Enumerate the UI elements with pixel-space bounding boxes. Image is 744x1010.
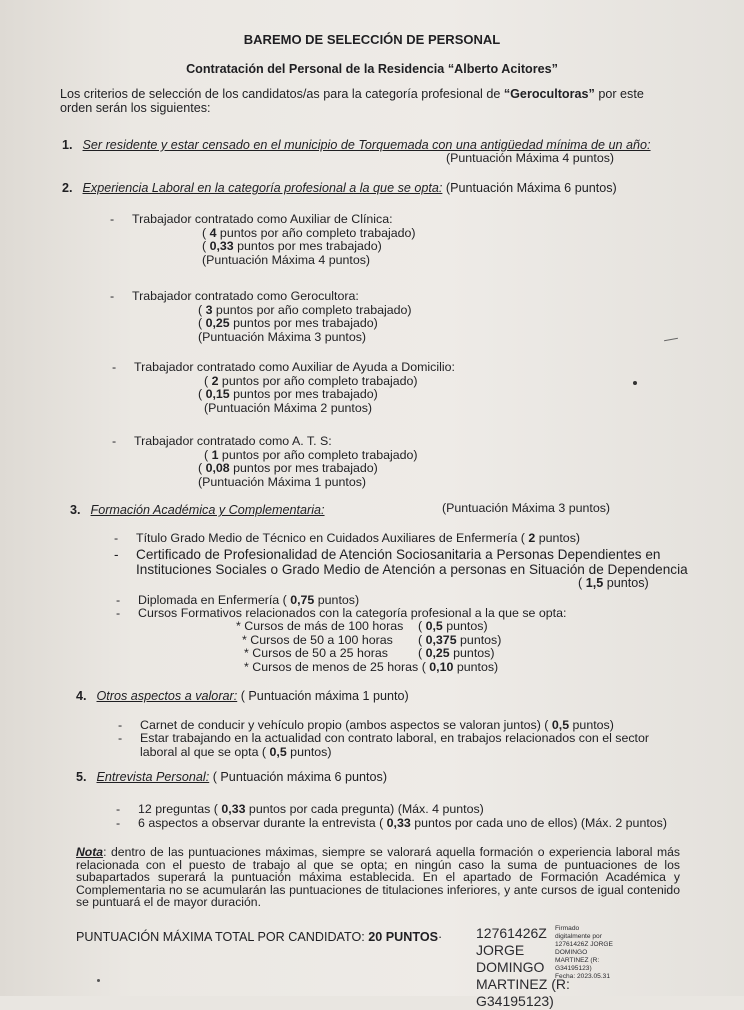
- experience-item: [112, 360, 455, 415]
- section-3-heading: [70, 504, 325, 518]
- experience-item: [110, 212, 416, 267]
- other-item-trabajo: - Estar trabajando en la actualidad con contrato laboral, en trabajos relacionados con el sector laboral al que se opta ( 0,5 puntos): [118, 731, 650, 759]
- section-title: Formación Académica y Complementaria:: [90, 503, 325, 517]
- digital-signature-name: 12761426Z JORGE DOMINGO MARTINEZ (R: G34195123): [476, 925, 570, 1009]
- bullet-dash: -: [110, 289, 115, 303]
- training-item-diploma: - Diplomada en Enfermería ( 0,75 puntos): [116, 593, 360, 607]
- nota-label: Nota: [76, 845, 104, 859]
- bullet-dash: -: [112, 434, 117, 448]
- bullet-dash: -: [110, 212, 115, 226]
- section-title: Ser residente y estar censado en el municipio de Torquemada con una antigüedad mínima de un año:: [82, 138, 651, 152]
- item-max: (Puntuación Máxima 2 puntos): [204, 400, 373, 415]
- section-1-points: (Puntuación Máxima 4 puntos): [446, 151, 615, 165]
- nota-paragraph: [76, 846, 680, 909]
- section-points: ( Puntuación máxima 1 punto): [237, 689, 409, 703]
- item-line: ( 3 puntos por año completo trabajado): [198, 302, 412, 317]
- paper-mark: [97, 979, 100, 982]
- section-title: Otros aspectos a valorar:: [96, 689, 238, 703]
- item-label: Trabajador contratado como A. T. S:: [134, 434, 332, 448]
- section-number: 2.: [62, 181, 73, 195]
- item-max: (Puntuación Máxima 3 puntos): [198, 329, 367, 344]
- training-item-titulo: - Título Grado Medio de Técnico en Cuidados Auxiliares de Enfermería ( 2 puntos): [114, 531, 581, 545]
- section-title: Experiencia Laboral en la categoría profesional a la que se opta:: [82, 181, 443, 195]
- training-item-cursos: - Cursos Formativos relacionados con la categoría profesional a la que se opta:: [116, 606, 567, 620]
- intro-paragraph: [60, 88, 660, 115]
- item-line: ( 0,33 puntos por mes trabajado): [202, 239, 382, 254]
- item-line: ( 0,25 puntos por mes trabajado): [198, 316, 378, 331]
- bullet-dash: -: [116, 802, 121, 816]
- bullet-dash: -: [114, 531, 119, 545]
- section-points: ( Puntuación máxima 6 puntos): [209, 770, 388, 784]
- bullet-dash: -: [114, 547, 119, 562]
- section-title: Entrevista Personal:: [96, 770, 210, 784]
- item-line: ( 4 puntos por año completo trabajado): [202, 225, 416, 240]
- bullet-dash: -: [116, 816, 121, 830]
- other-item-carnet: - Carnet de conducir y vehículo propio (ambos aspectos se valoran juntos) ( 0,5 puntos): [118, 718, 614, 732]
- bullet-dash: -: [118, 731, 123, 745]
- item-line: ( 0,08 puntos por mes trabajado): [198, 461, 378, 476]
- courses-list: [236, 620, 501, 674]
- section-number: 1.: [62, 138, 73, 152]
- interview-item-aspectos: - 6 aspectos a observar durante la entrevista ( 0,33 puntos por cada uno de ellos) (Máx. 2 puntos): [116, 816, 667, 830]
- intro-text-1: Los criterios de selección de los candidatos/as para la categoría profesional de: [60, 87, 504, 101]
- intro-text-2: por este orden serán los siguientes:: [60, 87, 644, 115]
- paper-mark: [664, 338, 678, 341]
- training-item-certificado: - Certificado de Profesionalidad de Atención Sociosanitaria a Personas Dependientes en Instituciones Sociales o Grado Medio de Atención a personas en Situación de Dependencia: [114, 547, 688, 577]
- nota-text: : dentro de las puntuaciones máximas, siempre se valorará aquella formación o experiencia laboral más relacionada con el puesto de trabajo al que se opta; en ningún caso la suma de puntuaciones de los subapartados superará la puntuación máxima establecida. En el apartado de Formación Académica y Complementaria no se acumularán las puntuaciones de titulaciones inferiores, y ante cursos de igual contenido se puntuará el de mayor duración.: [76, 845, 680, 910]
- item-label: Trabajador contratado como Auxiliar de Ayuda a Domicilio:: [134, 360, 455, 374]
- intro-category: “Gerocultoras”: [503, 87, 595, 101]
- item-max: (Puntuación Máxima 1 puntos): [198, 474, 367, 489]
- experience-item: [112, 434, 418, 489]
- section-number: 5.: [76, 770, 87, 784]
- item-label: Trabajador contratado como Gerocultora:: [132, 289, 359, 303]
- section-points: (Puntuación Máxima 6 puntos): [445, 181, 617, 195]
- course-row: * Cursos de más de 100 horas ( 0,5 puntos): [236, 619, 488, 633]
- interview-item-preguntas: - 12 preguntas ( 0,33 puntos por cada pregunta) (Máx. 4 puntos): [116, 802, 484, 816]
- course-row: * Cursos de 50 a 25 horas ( 0,25 puntos): [244, 646, 495, 661]
- section-number: 4.: [76, 689, 87, 703]
- item-label: Trabajador contratado como Auxiliar de Clínica:: [132, 212, 393, 226]
- total-score: PUNTUACIÓN MÁXIMA TOTAL POR CANDIDATO: 20 PUNTOS·: [76, 930, 443, 944]
- section-4-heading: [76, 690, 409, 704]
- bullet-dash: -: [116, 606, 121, 620]
- bullet-dash: -: [116, 593, 121, 607]
- section-5-heading: [76, 771, 387, 785]
- section-3-points: (Puntuación Máxima 3 puntos): [442, 501, 611, 515]
- document-subtitle: Contratación del Personal de la Residencia “Alberto Acitores”: [186, 62, 558, 76]
- bullet-dash: -: [112, 360, 117, 374]
- item-line: ( 2 puntos por año completo trabajado): [204, 373, 418, 388]
- paper-mark: [633, 381, 637, 385]
- course-row: * Cursos de 50 a 100 horas ( 0,375 puntos): [242, 632, 502, 647]
- item-max: (Puntuación Máxima 4 puntos): [202, 252, 371, 267]
- item-line: ( 1 puntos por año completo trabajado): [204, 447, 418, 462]
- course-row: * Cursos de menos de 25 horas ( 0,10 puntos): [244, 659, 499, 674]
- section-2-heading: [62, 182, 617, 196]
- experience-item: [110, 289, 412, 344]
- document-title: BAREMO DE SELECCIÓN DE PERSONAL: [243, 32, 501, 47]
- digital-signature-details: Firmado digitalmente por 12761426Z JORGE DOMINGO MARTINEZ (R: G34195123) Fecha: 2023.05.31: [555, 925, 613, 980]
- bullet-dash: -: [118, 718, 123, 732]
- training-cert-points: ( 1,5 puntos): [578, 576, 649, 590]
- item-line: ( 0,15 puntos por mes trabajado): [198, 387, 378, 402]
- section-number: 3.: [70, 503, 81, 517]
